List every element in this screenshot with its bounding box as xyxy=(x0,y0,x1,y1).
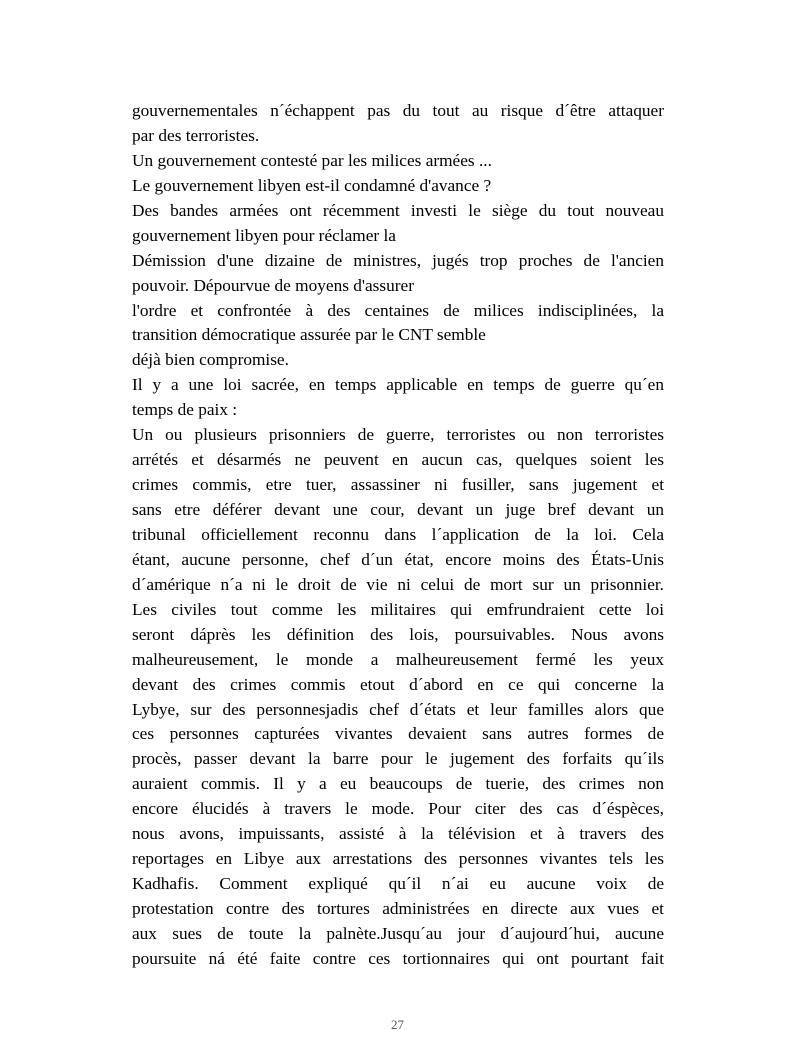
text-line: Lybye, sur des personnesjadis chef d´états et leur familles alors que xyxy=(132,699,664,719)
text-line: devant des crimes commis etout d´abord en ce qui concerne la xyxy=(132,674,664,694)
text-line: tribunal officiellement reconnu dans l´application de la loi. Cela xyxy=(132,524,664,544)
text-line: Démission d'une dizaine de ministres, jugés trop proches de l'ancien xyxy=(132,250,664,270)
page-number: 27 xyxy=(391,1017,404,1032)
text-line: nous avons, impuissants, assisté à la télévision et à travers des xyxy=(132,824,664,844)
text-line: gouvernement libyen pour réclamer la xyxy=(132,225,396,245)
text-line: Il y a une loi sacrée, en temps applicable en temps de guerre qu´en xyxy=(132,375,664,395)
text-line: Un ou plusieurs prisonniers de guerre, terroristes ou non terroristes xyxy=(132,425,664,445)
text-line: par des terroristes. xyxy=(132,125,260,145)
text-line: ces personnes capturées vivantes devaient sans autres formes de xyxy=(132,724,664,744)
text-line: Un gouvernement contesté par les milices armées ... xyxy=(132,150,492,170)
text-line: déjà bien compromise. xyxy=(132,350,289,370)
text-line: protestation contre des tortures administrées en directe aux vues et xyxy=(132,899,664,918)
text-line: reportages en Libye aux arrestations des personnes vivantes tels les xyxy=(132,849,664,869)
text-line: aux sues de toute la palnète.Jusqu´au jour d´aujourd´hui, aucune xyxy=(132,923,664,943)
text-line: Des bandes armées ont récemment investi le siège du tout nouveau xyxy=(132,200,664,220)
text-line: l'ordre et confrontée à des centaines de milices indisciplinées, la xyxy=(132,300,664,320)
text-line: crimes commis, etre tuer, assassiner ni fusiller, sans jugement et xyxy=(132,475,664,495)
text-line: malheureusement, le monde a malheureusement fermé les yeux xyxy=(132,649,664,669)
text-line: Le gouvernement libyen est-il condamné d'avance ? xyxy=(132,175,492,195)
body-text xyxy=(132,99,664,972)
text-line: étant, aucune personne, chef d´un état, encore moins des États-Unis xyxy=(132,549,664,569)
text-line: gouvernementales n´échappent pas du tout au risque d´être attaquer xyxy=(132,101,664,120)
text-line: temps de paix : xyxy=(132,400,238,420)
text-line: transition démocratique assurée par le CNT semble xyxy=(132,325,486,345)
text-line: pouvoir. Dépourvue de moyens d'assurer xyxy=(132,275,414,295)
text-line: seront dáprès les définition des lois, poursuivables. Nous avons xyxy=(132,624,664,644)
text-line: Les civiles tout comme les militaires qui emfrundraient cette loi xyxy=(132,599,664,619)
text-line: d´amérique n´a ni le droit de vie ni celui de mort sur un prisonnier. xyxy=(132,574,664,594)
text-line: encore élucidés à travers le mode. Pour citer des cas d´éspèces, xyxy=(132,799,664,819)
text-line: auraient commis. Il y a eu beaucoups de tuerie, des crimes non xyxy=(132,774,664,794)
text-line: Kadhafis. Comment expliqué qu´il n´ai eu aucune voix de xyxy=(132,874,664,894)
text-line: sans etre déférer devant une cour, devant un juge bref devant un xyxy=(132,500,664,519)
text-line: procès, passer devant la barre pour le jugement des forfaits qu´ils xyxy=(132,749,664,769)
text-line: arrétés et désarmés ne peuvent en aucun cas, quelques soient les xyxy=(132,450,664,470)
text-line: poursuite ná été faite contre ces tortionnaires qui ont pourtant fait xyxy=(132,948,664,968)
